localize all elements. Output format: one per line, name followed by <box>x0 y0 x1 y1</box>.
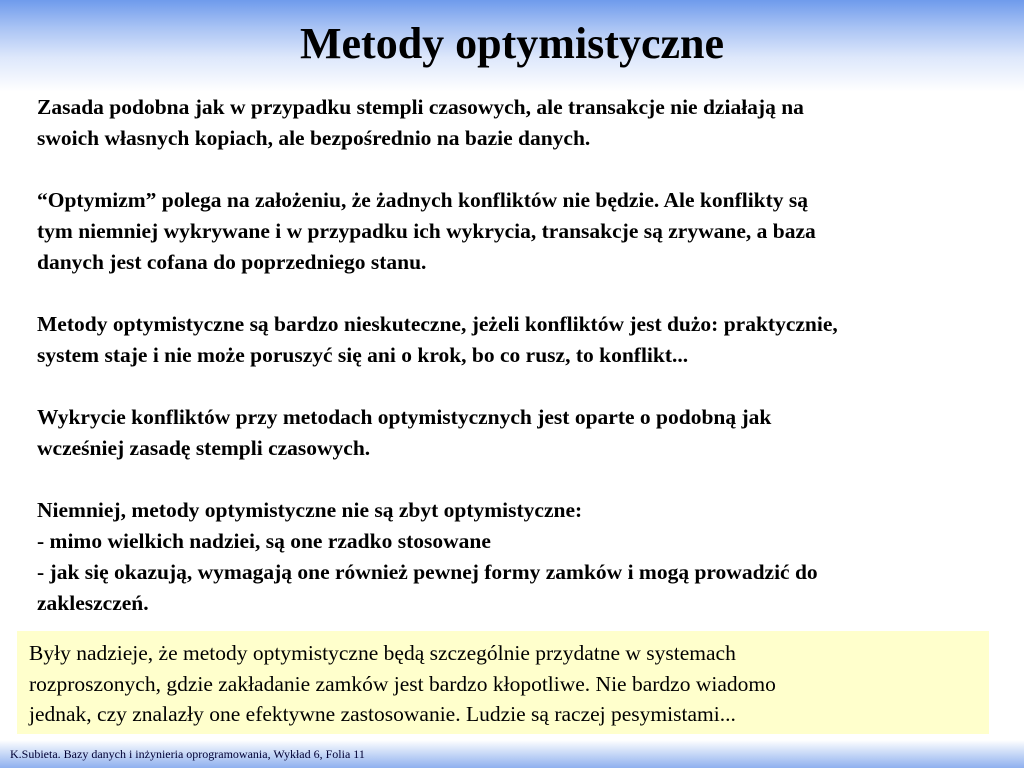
text-line: zakleszczeń. <box>37 591 149 615</box>
bullet-line: - mimo wielkich nadziei, są one rzadko stosowane <box>37 529 491 553</box>
text-line: wcześniej zasadę stempli czasowych. <box>37 436 371 460</box>
footer-caption: K.Subieta. Bazy danych i inżynieria oprogramowania, Wykład 6, Folia 11 <box>10 747 365 761</box>
footer-bar <box>0 740 1024 768</box>
paragraph-nevertheless <box>37 495 1007 619</box>
note-line: jednak, czy znalazły one efektywne zastosowanie. Ludzie są raczej pesymistami... <box>29 702 736 726</box>
text-line: swoich własnych kopiach, ale bezpośrednio na bazie danych. <box>37 126 591 150</box>
paragraph-detection <box>37 402 1007 464</box>
slide-title: Metody optymistyczne <box>299 19 724 68</box>
text-line: danych jest cofana do poprzedniego stanu. <box>37 250 427 274</box>
paragraph-principle <box>37 92 1007 154</box>
text-line: Niemniej, metody optymistyczne nie są zbyt optymistyczne: <box>37 498 583 522</box>
title-banner <box>0 0 1024 92</box>
text-line: system staje i nie może poruszyć się ani o krok, bo co rusz, to konflikt... <box>37 343 689 367</box>
bullet-line: - jak się okazują, wymagają one również pewnej formy zamków i mogą prowadzić do <box>37 560 818 584</box>
text-line: tym niemniej wykrywane i w przypadku ich wykrycia, transakcje są zrywane, a baza <box>37 219 816 243</box>
paragraph-optimism <box>37 185 1007 278</box>
text-line: Zasada podobna jak w przypadku stempli czasowych, ale transakcje nie działają na <box>37 95 804 119</box>
text-line: “Optymizm” polega na założeniu, że żadnych konfliktów nie będzie. Ale konflikty są <box>37 188 809 212</box>
note-line: Były nadzieje, że metody optymistyczne będą szczególnie przydatne w systemach <box>29 641 736 665</box>
paragraph-ineffective <box>37 309 1007 371</box>
note-box <box>17 631 989 734</box>
slide-body <box>37 92 1007 619</box>
text-line: Wykrycie konfliktów przy metodach optymistycznych jest oparte o podobną jak <box>37 405 772 429</box>
text-line: Metody optymistyczne są bardzo nieskuteczne, jeżeli konfliktów jest dużo: praktycznie, <box>37 312 838 336</box>
note-line: rozproszonych, gdzie zakładanie zamków jest bardzo kłopotliwe. Nie bardzo wiadomo <box>29 671 776 696</box>
